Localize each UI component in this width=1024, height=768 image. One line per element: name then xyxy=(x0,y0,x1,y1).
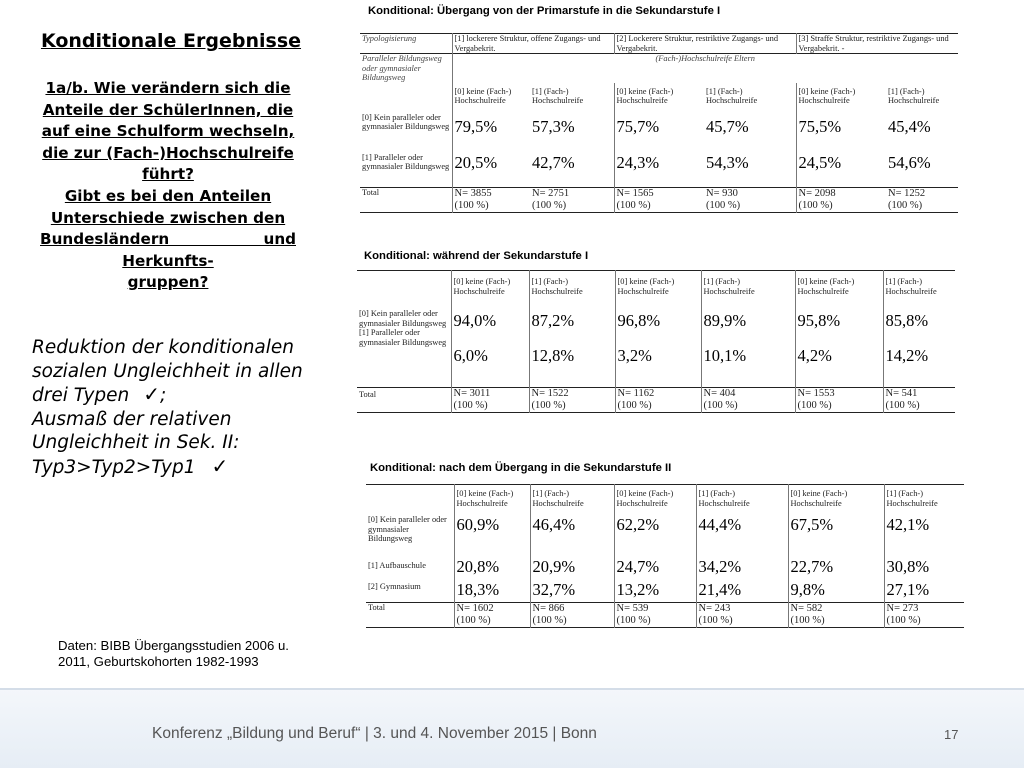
table-cell: 9,8% xyxy=(788,580,884,603)
column-header: [0] keine (Fach-) Hochschulreife xyxy=(796,83,886,113)
table-cell: 44,4% xyxy=(696,513,788,557)
total-row xyxy=(366,603,964,628)
table-cell: 57,3% xyxy=(532,116,575,136)
table-row xyxy=(357,305,955,346)
table1-title: Konditional: Übergang von der Primarstufe in die Sekundarstufe I xyxy=(368,5,721,17)
table-cell: 42,1% xyxy=(884,513,964,557)
table-cell: 24,3% xyxy=(614,153,704,188)
n-count: N= 539 xyxy=(616,603,649,614)
n-count: N= 3855 xyxy=(454,187,492,199)
n-count: N= 1602 xyxy=(456,603,494,614)
n-count: N= 2098 xyxy=(798,187,836,199)
row-label: [0] Kein paralleler oder gymnasialer Bildungsweg xyxy=(362,112,450,131)
column-header: [1] (Fach-) Hochschulreife xyxy=(530,485,614,514)
table-cell: 89,9% xyxy=(701,305,795,346)
table-cell: 45,4% xyxy=(888,116,931,136)
row-label: [1] Paralleler oder gymnasialer Bildungsweg xyxy=(359,328,447,347)
column-header: [1] (Fach-) Hochschulreife xyxy=(701,271,795,306)
column-header: [0] keine (Fach-) Hochschulreife xyxy=(788,485,884,514)
table-cell: 20,5% xyxy=(452,153,530,188)
finding-line: Typ3>Typ2>Typ1 xyxy=(32,456,196,478)
table2 xyxy=(357,270,955,413)
column-header: [1] (Fach-) Hochschulreife xyxy=(706,86,758,105)
total-label: Total xyxy=(362,187,380,197)
question-line: gruppen? xyxy=(127,273,209,292)
question-line: Unterschiede zwischen den xyxy=(50,208,286,227)
question-line: die zur (Fach-)Hochschulreife xyxy=(42,143,294,162)
total-label: Total xyxy=(368,603,386,612)
total-row xyxy=(357,388,955,413)
data-source-note xyxy=(58,638,318,670)
table-row xyxy=(366,513,964,557)
percent-total: (100 %) xyxy=(790,615,825,626)
table-cell: 96,8% xyxy=(615,305,701,346)
table2-title: Konditional: während der Sekundarstufe I xyxy=(364,250,589,262)
column-header: [0] keine (Fach-) Hochschulreife xyxy=(452,83,530,113)
n-count: N= 930 xyxy=(706,187,738,199)
table-cell: 32,7% xyxy=(530,580,614,603)
source-line: 2011, Geburtskohorten 1982-1993 xyxy=(58,654,259,669)
percent-total: (100 %) xyxy=(532,199,567,211)
n-count: N= 3011 xyxy=(453,388,491,399)
n-count: N= 404 xyxy=(703,388,736,399)
n-count: N= 582 xyxy=(790,603,823,614)
table-cell: 3,2% xyxy=(615,346,701,388)
table-cell: 67,5% xyxy=(788,513,884,557)
table-cell: 20,8% xyxy=(454,557,530,580)
checkmark-icon: ✓ xyxy=(211,453,229,478)
column-header: [0] keine (Fach-) Hochschulreife xyxy=(795,271,883,306)
table-cell: 27,1% xyxy=(884,580,964,603)
question-line: auf eine Schulform wechseln, xyxy=(41,122,295,141)
table-cell: 46,4% xyxy=(530,513,614,557)
table-cell: 30,8% xyxy=(884,557,964,580)
n-count: N= 1553 xyxy=(797,388,835,399)
question-line: Bundesländern und Herkunfts- xyxy=(40,230,296,270)
question-line: Anteile der SchülerInnen, die xyxy=(42,100,294,119)
percent-total: (100 %) xyxy=(617,400,652,411)
table3 xyxy=(366,484,964,628)
table-cell: 6,0% xyxy=(451,346,529,388)
type-header: [1] lockerere Struktur, offene Zugangs- und Vergabekrit. xyxy=(452,34,614,54)
table3-title: Konditional: nach dem Übergang in die Sekundarstufe II xyxy=(370,462,672,474)
n-count: N= 1162 xyxy=(617,388,655,399)
table-cell: 20,9% xyxy=(530,557,614,580)
percent-total: (100 %) xyxy=(616,615,651,626)
page-number: 17 xyxy=(944,727,959,742)
table-cell: 10,1% xyxy=(701,346,795,388)
row-label: [1] Paralleler oder gymnasialer Bildungsweg xyxy=(362,152,450,171)
n-count: N= 243 xyxy=(698,603,731,614)
finding-line: Ausmaß der relativen xyxy=(32,408,232,430)
table-cell: 60,9% xyxy=(454,513,530,557)
table-row xyxy=(360,113,958,153)
percent-total: (100 %) xyxy=(798,199,833,211)
percent-total: (100 %) xyxy=(531,400,566,411)
row-label: [0] Kein paralleler oder gymnasialer Bildungsweg xyxy=(359,309,447,328)
percent-total: (100 %) xyxy=(454,199,489,211)
table-cell: 85,8% xyxy=(883,305,955,346)
row-label: [1] Aufbauschule xyxy=(368,561,426,570)
findings-text xyxy=(32,336,322,479)
column-header: [0] keine (Fach-) Hochschulreife xyxy=(615,271,701,306)
finding-line: Reduktion der konditionalen xyxy=(32,337,295,358)
finding-line-with-check xyxy=(32,383,322,408)
table-cell: 75,5% xyxy=(796,113,886,153)
table-cell: 62,2% xyxy=(614,513,696,557)
n-count: N= 273 xyxy=(886,603,919,614)
percent-total: (100 %) xyxy=(616,199,651,211)
table-cell: 24,7% xyxy=(614,557,696,580)
table-cell: 45,7% xyxy=(706,116,749,136)
column-header: [0] keine (Fach-) Hochschulreife xyxy=(451,271,529,306)
column-header: [0] keine (Fach-) Hochschulreife xyxy=(614,83,704,113)
finding-line: drei Typen xyxy=(32,385,130,406)
table-cell: 22,7% xyxy=(788,557,884,580)
column-header: [0] keine (Fach-) Hochschulreife xyxy=(454,485,530,514)
percent-total: (100 %) xyxy=(797,400,832,411)
table-cell: 42,7% xyxy=(532,152,575,172)
percent-total: (100 %) xyxy=(888,199,923,211)
table-cell: 54,6% xyxy=(888,152,931,172)
question-line: 1a/b. Wie verändern sich die xyxy=(45,79,291,97)
question-line: Gibt es bei den Anteilen xyxy=(64,186,272,205)
percent-total: (100 %) xyxy=(532,615,567,626)
table-cell: 21,4% xyxy=(696,580,788,603)
percent-total: (100 %) xyxy=(698,615,733,626)
table-cell: 14,2% xyxy=(883,346,955,388)
table1 xyxy=(360,33,958,213)
column-header: [0] keine (Fach-) Hochschulreife xyxy=(614,485,696,514)
finding-line: sozialen Ungleichheit in allen xyxy=(32,360,303,382)
type-header: [2] Lockerere Struktur, restriktive Zugangs- und Vergabekrit. xyxy=(614,34,796,54)
row-variable-label: Paralleler Bildungsweg oder gymnasialer Bildungsweg xyxy=(362,54,442,82)
table-cell: 12,8% xyxy=(529,346,615,388)
percent-total: (100 %) xyxy=(453,400,488,411)
n-count: N= 2751 xyxy=(532,187,570,199)
table-row xyxy=(360,153,958,188)
percent-total: (100 %) xyxy=(886,615,921,626)
slide-title: Konditionale Ergebnisse xyxy=(40,30,302,52)
checkmark-icon: ✓ xyxy=(143,382,161,406)
n-count: N= 541 xyxy=(885,388,918,399)
column-header: [1] (Fach-) Hochschulreife xyxy=(883,271,955,306)
n-count: N= 1565 xyxy=(616,187,654,199)
percent-total: (100 %) xyxy=(703,400,738,411)
percent-total: (100 %) xyxy=(885,400,920,411)
table-cell: 13,2% xyxy=(614,580,696,603)
table-cell: 54,3% xyxy=(706,152,749,172)
column-header: [1] (Fach-) Hochschulreife xyxy=(884,485,964,514)
conference-footer: Konferenz „Bildung und Beruf“ | 3. und 4. November 2015 | Bonn xyxy=(152,725,597,742)
table-cell: 24,5% xyxy=(796,153,886,188)
type-header: [3] Straffe Struktur, restriktive Zugangs- und Vergabekrit. - xyxy=(796,34,958,54)
research-question xyxy=(40,78,296,294)
finding-separator: ; xyxy=(160,385,167,406)
column-header: [1] (Fach-) Hochschulreife xyxy=(529,271,615,306)
finding-line-with-check xyxy=(32,455,322,480)
percent-total: (100 %) xyxy=(706,199,741,211)
n-count: N= 866 xyxy=(532,603,565,614)
total-label: Total xyxy=(359,390,377,399)
table-cell: 87,2% xyxy=(529,305,615,346)
typology-label: Typologisierung xyxy=(362,34,417,43)
table-cell: 95,8% xyxy=(795,305,883,346)
column-header: [1] (Fach-) Hochschulreife xyxy=(888,86,940,105)
table-cell: 18,3% xyxy=(454,580,530,603)
n-count: N= 1252 xyxy=(888,187,926,199)
row-label: [2] Gymnasium xyxy=(368,582,421,591)
question-line: führt? xyxy=(142,165,194,184)
table-row xyxy=(366,557,964,580)
percent-total: (100 %) xyxy=(456,615,491,626)
total-row xyxy=(360,187,958,212)
table-cell: 75,7% xyxy=(614,113,704,153)
column-header: [1] (Fach-) Hochschulreife xyxy=(532,86,584,105)
n-count: N= 1522 xyxy=(531,388,569,399)
source-line: Daten: BIBB Übergangsstudien 2006 u. xyxy=(58,638,289,653)
table-row xyxy=(366,580,964,603)
column-variable-label: (Fach-)Hochschulreife Eltern xyxy=(452,54,958,83)
table-cell: 34,2% xyxy=(696,557,788,580)
row-label: [0] Kein paralleler oder gymnasialer Bildungsweg xyxy=(368,515,447,543)
table-cell: 79,5% xyxy=(452,113,530,153)
table-cell: 4,2% xyxy=(795,346,883,388)
finding-line: Ungleichheit in Sek. II: xyxy=(32,432,240,453)
table-cell: 94,0% xyxy=(451,305,529,346)
column-header: [1] (Fach-) Hochschulreife xyxy=(696,485,788,514)
